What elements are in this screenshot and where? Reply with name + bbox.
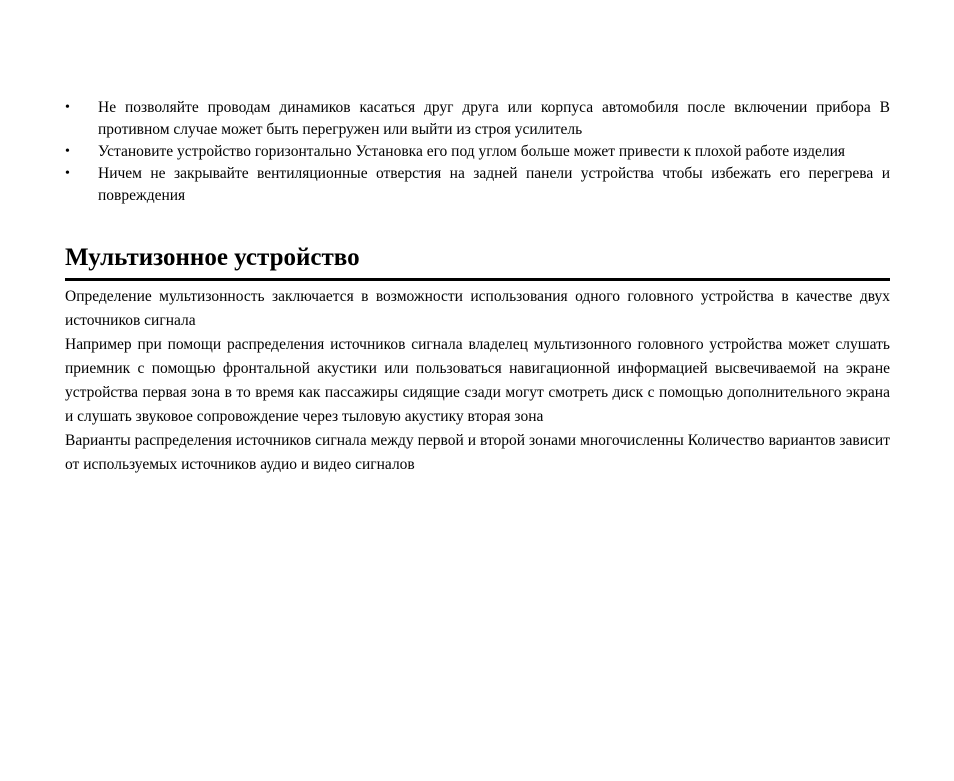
- heading-divider: [65, 278, 890, 281]
- list-item-text: Не позволяйте проводам динамиков касаться друг друга или корпуса автомобиля после включении прибора В противном случае может быть перегружен или выйти из строя усилитель: [98, 99, 890, 138]
- paragraph-variants: Варианты распределения источников сигнала между первой и второй зонами многочисленны Количество вариантов зависит от используемых источников аудио и видео сигналов: [65, 432, 890, 473]
- list-item: [65, 97, 890, 141]
- list-item: [65, 141, 890, 163]
- section-heading: Мультизонное устройство: [65, 244, 360, 271]
- bullet-icon: •: [65, 144, 70, 159]
- warning-list: [65, 97, 890, 207]
- list-item-text: Ничем не закрывайте вентиляционные отверстия на задней панели устройства чтобы избежать его перегрева и повреждения: [98, 165, 890, 204]
- list-item-text: Установите устройство горизонтально Установка его под углом больше может привести к плохой работе изделия: [98, 143, 846, 160]
- bullet-icon: •: [65, 166, 70, 181]
- paragraph-definition: Определение мультизонность заключается в возможности использования одного головного устройства в качестве двух источников сигнала: [65, 288, 890, 329]
- document-page: [65, 97, 890, 477]
- list-item: [65, 163, 890, 207]
- bullet-icon: •: [65, 100, 70, 115]
- paragraph-example: Например при помощи распределения источников сигнала владелец мультизонного головного устройства может слушать приемник с помощью фронтальной акустики или пользоваться навигационной информацией высвечиваемой на экране устройства первая зона в то время как пассажиры сидящие сзади могут смотреть диск с помощью дополнительного экрана и слушать звуковое сопровождение через тыловую акустику вторая зона: [65, 336, 890, 425]
